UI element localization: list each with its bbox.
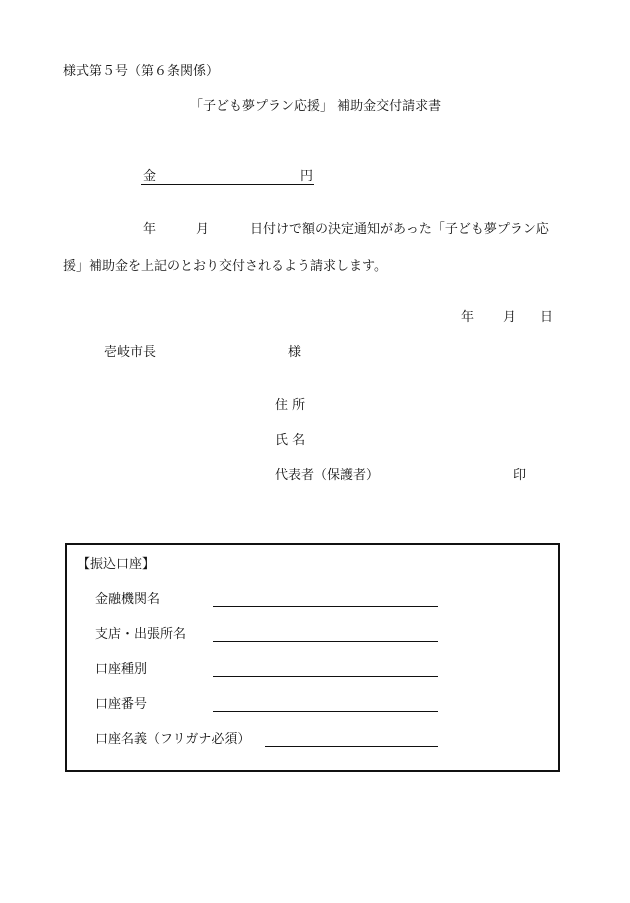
account-type-label: 口座種別: [95, 662, 148, 677]
seal-mark: 印: [513, 468, 527, 483]
address-label: 住 所: [275, 398, 306, 413]
bank-name-field[interactable]: [213, 606, 438, 607]
account-number-label: 口座番号: [95, 697, 148, 712]
addressee-name: 壱岐市長: [104, 345, 157, 360]
account-type-field[interactable]: [213, 676, 438, 677]
amount-prefix: 金: [143, 169, 157, 184]
date-day: 日: [540, 310, 554, 325]
form-number: 様式第５号（第６条関係）: [63, 64, 220, 79]
name-label: 氏 名: [275, 433, 306, 448]
account-holder-label: 口座名義（フリガナ必須）: [95, 732, 251, 747]
representative-label: 代表者（保護者）: [275, 468, 380, 483]
body-line2: 援」補助金を上記のとおり交付されるよう請求します。: [63, 259, 387, 274]
body-year: 年: [143, 222, 157, 237]
date-month: 月: [503, 310, 517, 325]
account-holder-field[interactable]: [265, 746, 438, 747]
date-year: 年: [461, 310, 475, 325]
bank-box-title: 【振込口座】: [77, 557, 156, 572]
account-number-field[interactable]: [213, 711, 438, 712]
bank-name-label: 金融機関名: [95, 592, 161, 607]
amount-suffix: 円: [300, 169, 314, 184]
body-line1-rest: 日付けで額の決定通知があった「子ども夢プラン応: [250, 222, 549, 237]
body-month: 月: [196, 222, 210, 237]
branch-field[interactable]: [213, 641, 438, 642]
addressee-honorific: 様: [288, 345, 302, 360]
document-title: 「子ども夢プラン応援」 補助金交付請求書: [190, 99, 442, 114]
branch-label: 支店・出張所名: [95, 627, 187, 642]
amount-underline: [141, 184, 314, 185]
